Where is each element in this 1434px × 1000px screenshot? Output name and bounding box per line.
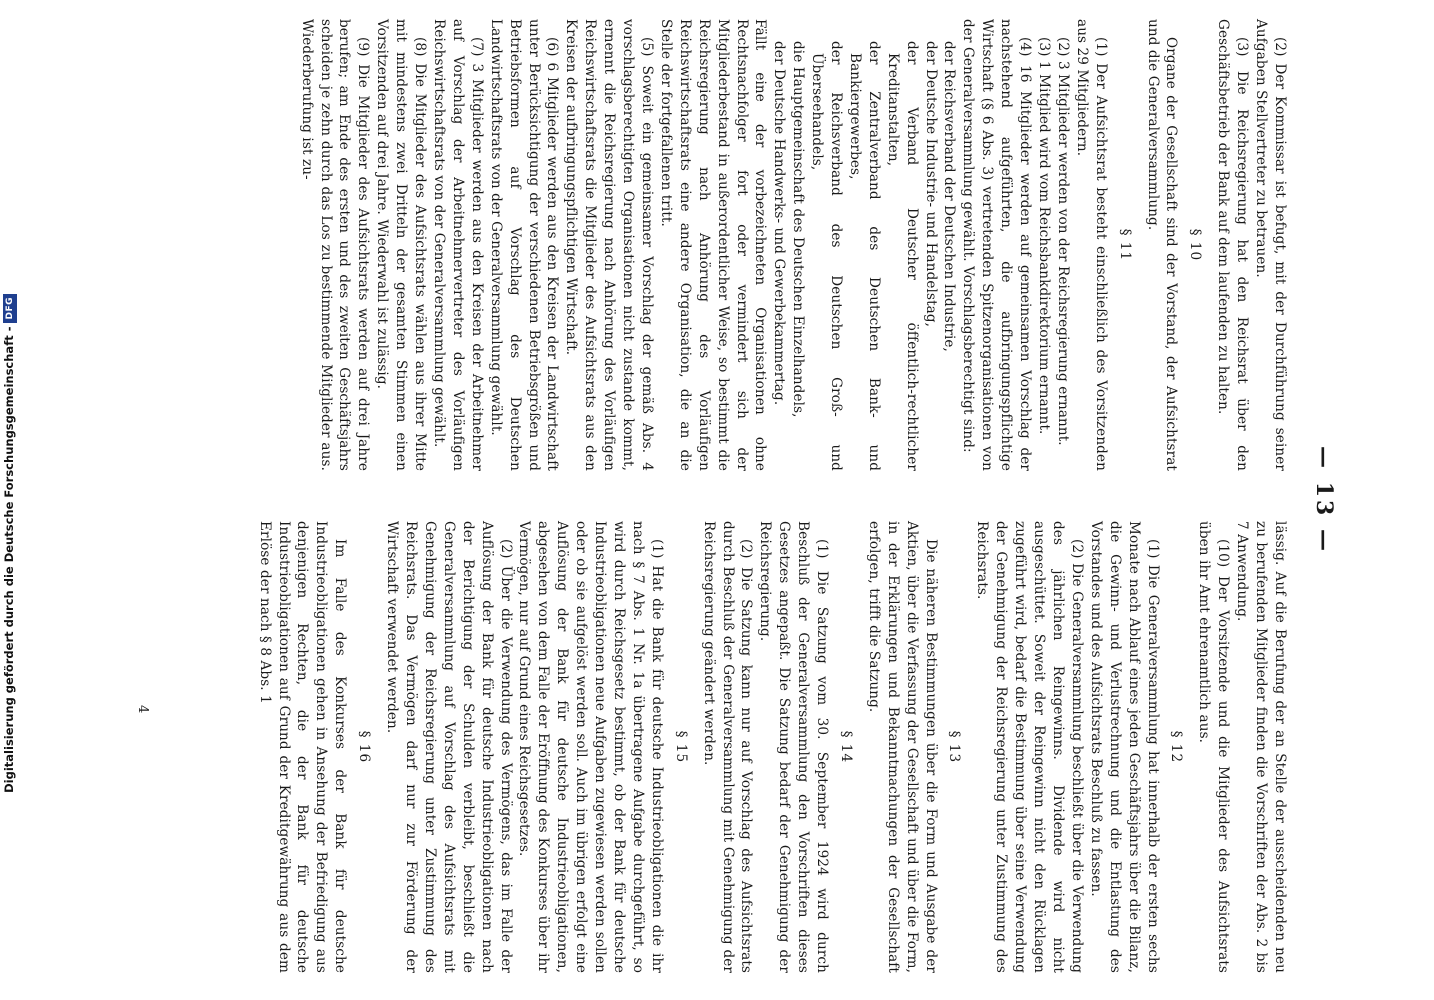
- paragraph: Organe der Gesellschaft sind der Vorstand, der Aufsichtsrat und die Generalversammlung.: [1144, 19, 1180, 471]
- paragraph: (4) 16 Mitglieder werden auf gemeinsamen Vorschlag der nachstehend aufgeführten, die aufbringungspflichtige Wirtschaft (§ 6 Abs. 3) vertretenden Spitzenorganisationen von der Generalversammlung gewählt. Vorschlagsberechtigt sind:: [960, 19, 1034, 471]
- signature-mark: 4: [135, 705, 150, 714]
- paragraph: Im Falle des Konkurses der Bank für deutsche Industrieobligationen gehen in Ansehung der Befriedigung aus denjenigen Rechten, die der Bank für deutsche Industrieobligationen auf Grund der Kreditgewährung aus dem Erlöse der nach § 8 Abs. 1: [256, 521, 349, 973]
- funding-note-text: Digitalisierung gefördert durch die Deutsche Forschungsgemeinschaft -: [2, 326, 16, 793]
- paragraph: (1) Die Generalversammlung hat innerhalb der ersten sechs Monate nach Ablauf eines jeden Geschäftsjahrs über die Bilanz, die Gewinn- und Verlustrechnung und die Entlastung des Vorstandes und des Aufsichtsrats Beschluß zu fassen.: [1087, 521, 1161, 973]
- section-heading-10: § 10: [1187, 228, 1204, 262]
- page-number: — 13 —: [1311, 446, 1337, 554]
- paragraph: (3) 1 Mitglied wird vom Reichsbankdirektorium ernannt.: [1036, 37, 1053, 435]
- paragraph: Die näheren Bestimmungen über die Form und Ausgabe der Aktien, über die Verfassung der Gesellschaft und über die Form, in der Erklärungen und Bekanntmachungen der Gesellschaft erfolgen, trifft die Satzung.: [865, 521, 939, 973]
- paragraph: (3) Die Reichsregierung hat den Reichsrat über den Geschäftsbetrieb der Bank auf dem laufenden zu halten.: [1215, 19, 1251, 471]
- paragraph: lässig. Auf die Berufung der an Stelle der ausscheidenden neu zu berufenden Mitglieder finden die Vorschriften der Abs. 2 bis 7 Anwendung.: [1234, 521, 1288, 973]
- list-item: der Deutsche Industrie- und Handelstag,: [922, 41, 939, 328]
- paragraph: (1) Die Satzung vom 30. September 1924 wird durch Beschluß der Generalversammlung den Vorschriften dieses Gesetzes angepaßt. Die Satzung bedarf der Genehmigung der Reichsregierung.: [757, 521, 831, 973]
- paragraph: (9) Die Mitglieder des Aufsichtsrats werden auf drei Jahre berufen; am Ende des ersten und des zweiten Geschäftsjahrs scheiden je zehn durch das Los zu bestimmende Mitglieder aus. Wiederberufung ist zu-: [298, 19, 372, 471]
- list-item: der Verband Deutscher öffentlich-rechtlicher Kreditanstalten,: [884, 41, 920, 471]
- paragraph: (2) Die Satzung kann nur auf Vorschlag des Aufsichtsrats durch Beschluß der Generalversammlung mit Genehmigung der Reichsregierung geändert werden.: [700, 521, 755, 973]
- paragraph: (1) Der Aufsichtsrat besteht einschließlich des Vorsitzenden aus 29 Mitgliedern.: [1073, 19, 1109, 471]
- paragraph: (2) Über die Verwendung des Vermögens, das im Falle der Auflösung der Bank für deutsche Industrieobligationen nach der Berichtigung der Schulden verbleibt, beschließt die Generalversammlung auf Vorschlag des Aufsichtsrats mit Genehmigung der Reichsregierung unter Zustimmung des Reichsrats. Das Vermögen darf nur zur Förderung der Wirtschaft verwendet werden.: [384, 521, 514, 973]
- section-heading-12: § 12: [1168, 730, 1185, 764]
- paragraph: (2) Der Kommissar ist befugt, mit der Durchführung seiner Aufgaben Stellvertreter zu betrauen.: [1253, 19, 1288, 471]
- section-heading-11: § 11: [1116, 228, 1133, 262]
- paragraph: (10) Der Vorsitzende und die Mitglieder des Aufsichtsrats üben ihr Amt ehrenamtlich aus.: [1196, 521, 1232, 973]
- dfg-logo-icon: DFG: [3, 294, 17, 323]
- paragraph: (2) 3 Mitglieder werden von der Reichsregierung ernannt.: [1054, 37, 1071, 446]
- list-item: der Zentralverband des Deutschen Bank- und Bankiergewerbes,: [846, 41, 882, 471]
- paragraph: (7) 3 Mitglieder werden aus den Kreisen der Arbeitnehmer auf Vorschlag der Arbeitnehmervertreter des Vorläufigen Reichswirtschaftsrats von der Generalversammlung gewählt.: [431, 19, 485, 471]
- funding-note: [0, 294, 18, 994]
- list-item: der Reichsverband der Deutschen Industrie,: [941, 41, 958, 352]
- section-heading-16: § 16: [356, 730, 373, 764]
- paragraph: (8) Die Mitglieder des Aufsichtsrats wählen aus ihrer Mitte mit mindestens zwei Dritteln der gesamten Stimmen einen Vorsitzenden auf drei Jahre. Wiederwahl ist zulässig.: [374, 19, 429, 471]
- list-item: die Hauptgemeinschaft des Deutschen Einzelhandels,: [790, 41, 807, 418]
- section-heading-14: § 14: [837, 730, 854, 764]
- section-heading-13: § 13: [946, 730, 963, 764]
- right-column: [255, 521, 1289, 973]
- paragraph: (5) Soweit ein gemeinsamer Vorschlag der gemäß Abs. 4 vorschlagsberechtigten Organisationen nicht zustande kommt, ernennt die Reichsregierung nach Anhörung des Vorläufigen Reichswirtschaftsrats die Mitglieder des Aufsichtsrats aus den Kreisen der aufbringungspflichtigen Wirtschaft.: [563, 19, 655, 471]
- left-column: [297, 19, 1289, 471]
- list-item: der Deutsche Handwerks- und Gewerbekammertag.: [771, 41, 788, 406]
- paragraph: (2) Die Generalversammlung beschließt über die Verwendung des jährlichen Reingewinns. Dividende wird nicht ausgeschüttet. Soweit der Reingewinn nicht den Rücklagen zugeführt wird, bedarf die Bestimmung über seine Verwendung der Genehmigung der Reichsregierung unter Zustimmung des Reichsrats.: [974, 521, 1085, 973]
- paragraph: (1) Hat die Bank für deutsche Industrieobligationen die ihr nach § 7 Abs. 1 Nr. 1a übertragene Aufgabe durchgeführt, so wird durch Reichsgesetz bestimmt, ob der Bank für deutsche Industrieobligationen neue Aufgaben zugewiesen werden sollen oder ob sie aufgelöst werden soll. Auch im übrigen erfolgt eine Auflösung der Bank für deutsche Industrieobligationen, abgesehen von dem Falle der Eröffnung des Konkurses über ihr Vermögen, nur auf Grund eines Reichsgesetzes.: [516, 521, 665, 973]
- list-item: der Reichsverband des Deutschen Groß- und Überseehandels,: [809, 41, 845, 471]
- organization-list: [769, 19, 958, 471]
- section-heading-15: § 15: [672, 730, 689, 764]
- document-page: [87, 19, 1347, 981]
- paragraph: Fällt eine der vorbezeichneten Organisationen ohne Rechtsnachfolger fort oder vermindert sich der Mitgliederbestand in außerordentlicher Weise, so bestimmt die Reichsregierung nach Anhörung des Vorläufigen Reichswirtschaftsrats eine andere Organisation, die an die Stelle der fortgefallenen tritt.: [657, 19, 769, 471]
- paragraph: (6) 6 Mitglieder werden aus den Kreisen der Landwirtschaft unter Berücksichtigung der verschiedenen Betriebsgrößen und Betriebsformen auf Vorschlag des Deutschen Landwirtschaftsrats von der Generalversammlung gewählt.: [487, 19, 561, 471]
